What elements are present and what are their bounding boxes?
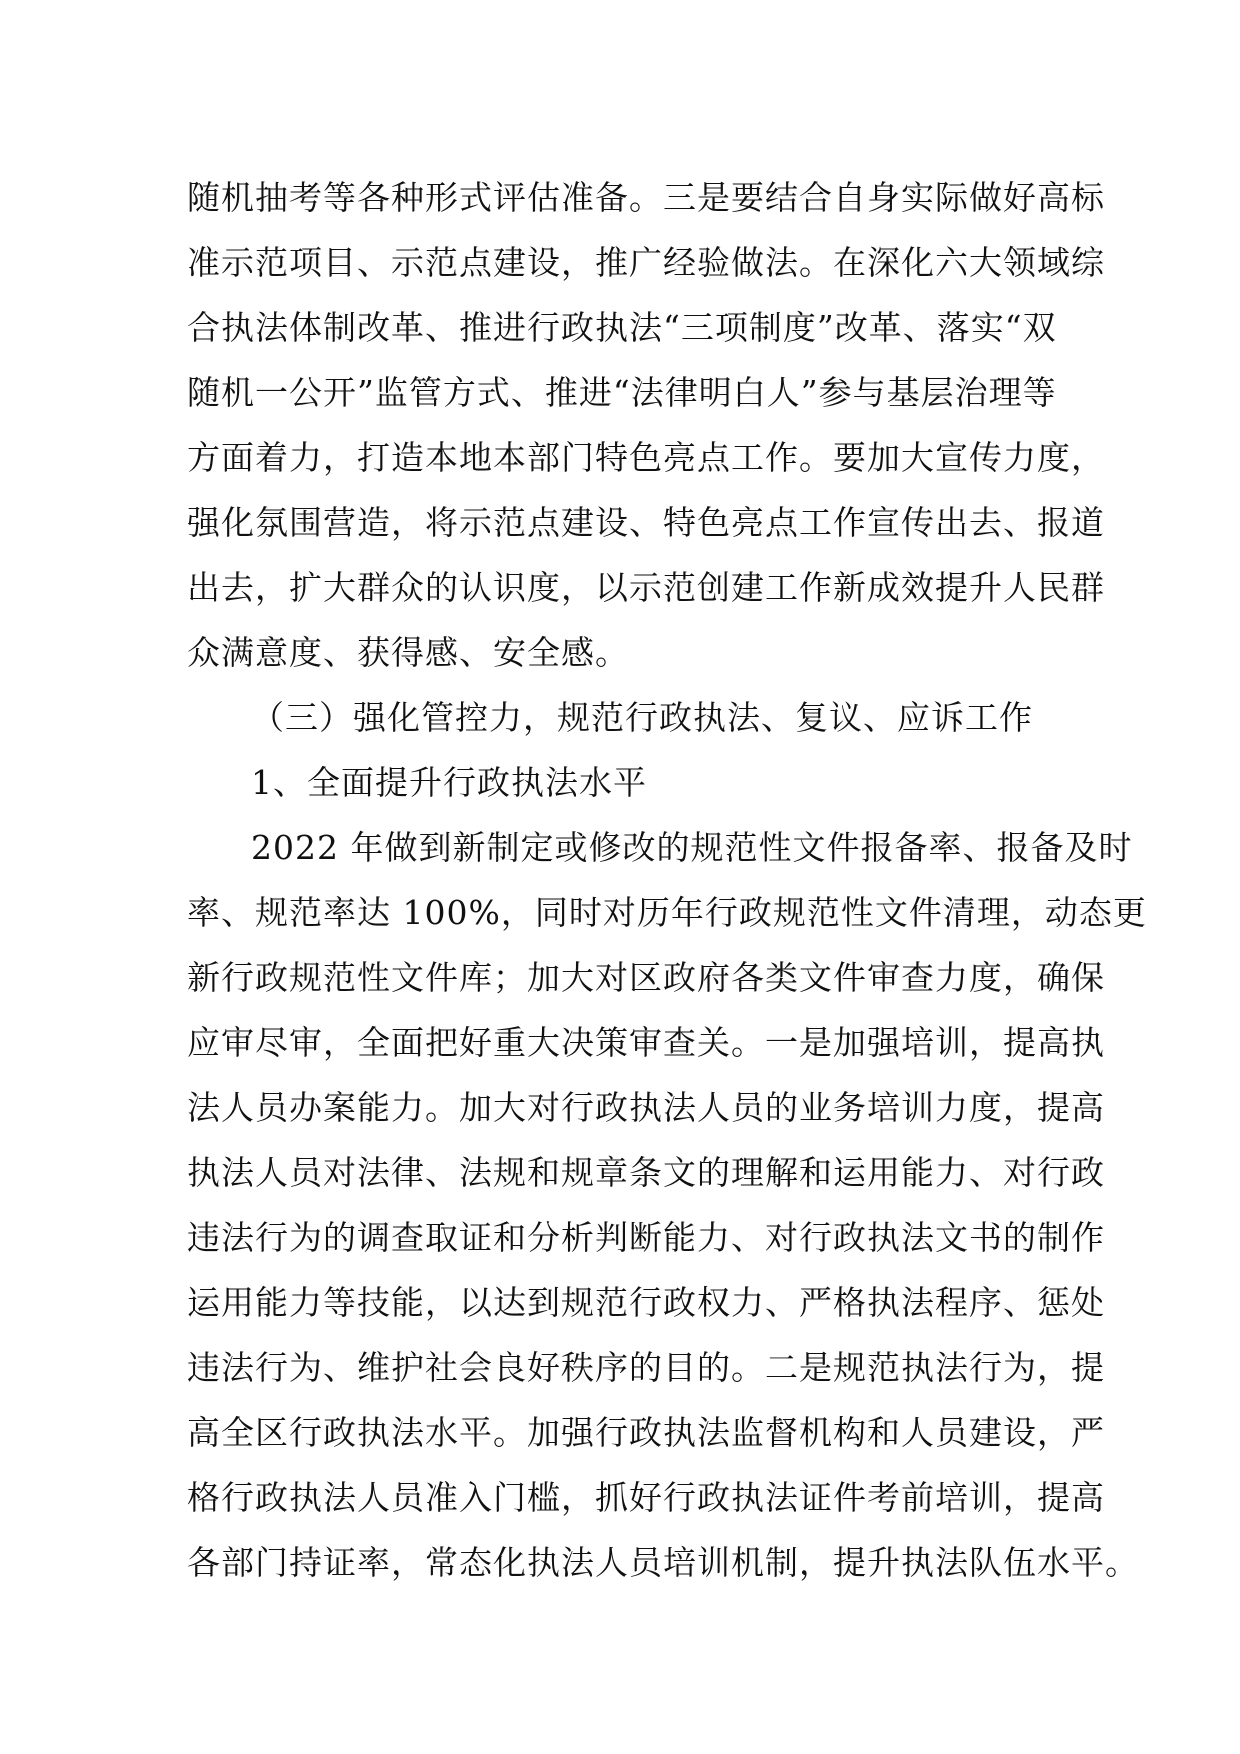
text-line: 执法人员对法律、法规和规章条文的理解和运用能力、对行政 bbox=[187, 1153, 1105, 1192]
text-line: 出去，扩大群众的认识度，以示范创建工作新成效提升人民群 bbox=[187, 568, 1105, 607]
text-line: 2022 年做到新制定或修改的规范性文件报备率、报备及时 bbox=[251, 828, 1133, 867]
text-line: 违法行为、维护社会良好秩序的目的。二是规范执法行为，提 bbox=[187, 1348, 1105, 1387]
text-line: 新行政规范性文件库；加大对区政府各类文件审查力度，确保 bbox=[187, 958, 1105, 997]
section-heading: （三）强化管控力，规范行政执法、复议、应诉工作 bbox=[251, 698, 1033, 737]
text-line: 应审尽审，全面把好重大决策审查关。一是加强培训，提高执 bbox=[187, 1023, 1105, 1062]
text-line: 高全区行政执法水平。加强行政执法监督机构和人员建设，严 bbox=[187, 1413, 1105, 1452]
text-line: 众满意度、获得感、安全感。 bbox=[187, 633, 629, 672]
text-line: 准示范项目、示范点建设，推广经验做法。在深化六大领域综 bbox=[187, 243, 1105, 282]
text-line: 随机一公开”监管方式、推进“法律明白人”参与基层治理等 bbox=[187, 373, 1057, 412]
subsection-heading: 1、全面提升行政执法水平 bbox=[251, 763, 647, 802]
text-line: 方面着力，打造本地本部门特色亮点工作。要加大宣传力度， bbox=[187, 438, 1105, 477]
text-line: 法人员办案能力。加大对行政执法人员的业务培训力度，提高 bbox=[187, 1088, 1105, 1127]
text-line: 违法行为的调查取证和分析判断能力、对行政执法文书的制作 bbox=[187, 1218, 1105, 1257]
text-line: 合执法体制改革、推进行政执法“三项制度”改革、落实“双 bbox=[187, 308, 1057, 347]
text-line: 强化氛围营造，将示范点建设、特色亮点工作宣传出去、报道 bbox=[187, 503, 1105, 542]
text-line: 随机抽考等各种形式评估准备。三是要结合自身实际做好高标 bbox=[187, 178, 1105, 217]
text-line: 格行政执法人员准入门槛，抓好行政执法证件考前培训，提高 bbox=[187, 1478, 1105, 1517]
text-line: 运用能力等技能，以达到规范行政权力、严格执法程序、惩处 bbox=[187, 1283, 1105, 1322]
text-line: 各部门持证率，常态化执法人员培训机制，提升执法队伍水平。 bbox=[187, 1543, 1139, 1582]
text-line: 率、规范率达 100%，同时对历年行政规范性文件清理，动态更 bbox=[187, 893, 1147, 932]
